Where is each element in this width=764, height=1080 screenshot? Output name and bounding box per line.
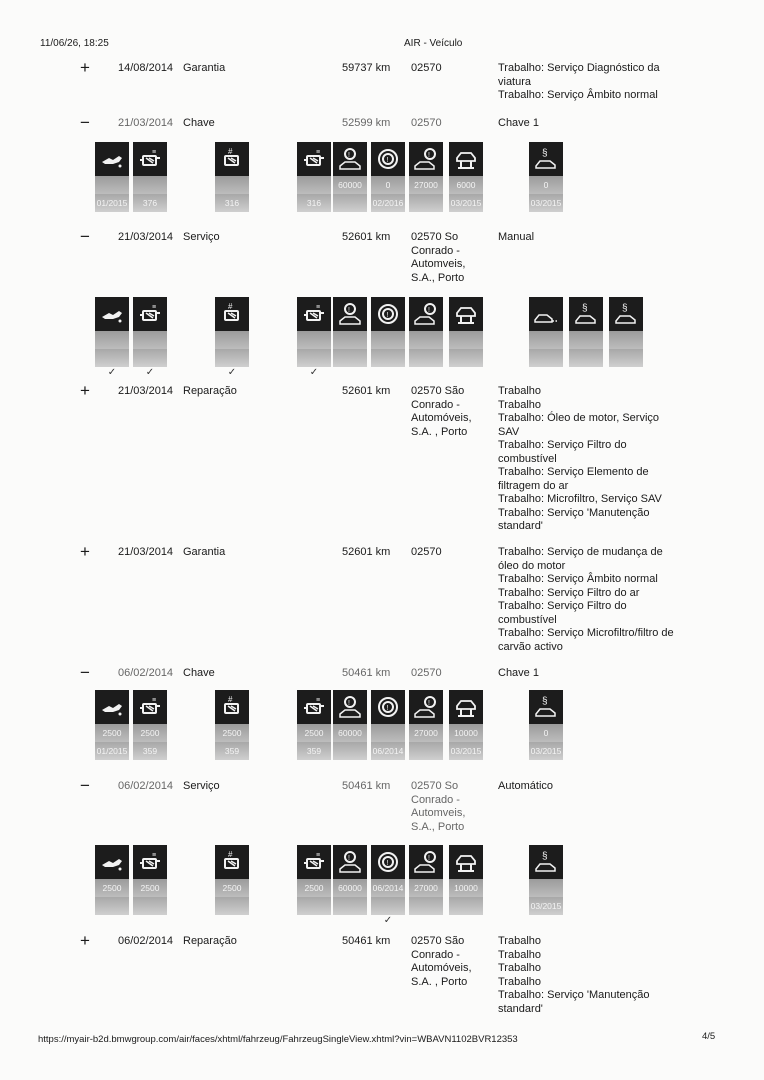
indicator-date <box>333 194 367 212</box>
engine-oil-icon <box>95 690 129 724</box>
service-indicator <box>449 690 483 772</box>
indicator-date <box>215 349 249 367</box>
check-mark <box>449 915 483 927</box>
front-brake-icon <box>333 142 367 176</box>
service-indicator <box>95 845 129 927</box>
brake-fluid-icon <box>371 297 405 331</box>
entry-description: Manual <box>498 231 535 243</box>
expand-toggle[interactable]: + <box>80 931 90 950</box>
check-mark <box>449 760 483 772</box>
svg-text:≡: ≡ <box>316 149 321 156</box>
svg-text:!: ! <box>428 307 430 314</box>
check-mark <box>215 915 249 927</box>
check-mark <box>95 915 129 927</box>
indicator-date <box>95 897 129 915</box>
svg-text:≡: ≡ <box>152 304 157 311</box>
check-mark: ✓ <box>309 367 319 378</box>
service-indicator <box>215 845 249 927</box>
indicator-date: 03/2015 <box>529 194 563 212</box>
inspection-icon <box>569 297 603 331</box>
entry-dealer: 02570 So Conrado - Automveis, S.A., Porto <box>411 780 466 833</box>
entry-description: Chave 1 <box>498 117 539 129</box>
service-indicator <box>529 690 563 772</box>
indicator-date <box>409 349 443 367</box>
footer-url: https://myair-b2d.bmwgroup.com/air/faces/xhtml/fahrzeug/FahrzeugSingleView.xhtml?vin=WBAVN1102BVR12353 <box>38 1034 518 1045</box>
front-brake-icon <box>333 845 367 879</box>
indicator-value: 0 <box>529 724 563 742</box>
entry-description: Trabalho: Serviço de mudança de óleo do motor Trabalho: Serviço Âmbito normal Trabalho: Serviço Filtro do ar Trabalho: Serviço Filtro do combustível Trabalho: Serviço Microfiltro/filtro de carvão activo <box>498 546 674 653</box>
svg-text:#: # <box>228 302 233 311</box>
indicator-date: 03/2015 <box>449 194 483 212</box>
header-timestamp: 11/06/26, 18:25 <box>40 38 109 49</box>
check-mark: ✓ <box>107 367 117 378</box>
entry-description: Automático <box>498 780 554 792</box>
entry-type: Reparação <box>183 935 237 947</box>
check-mark <box>215 760 249 772</box>
icon-row <box>0 845 764 935</box>
service-indicator <box>409 690 443 772</box>
brake-fluid-icon <box>371 142 405 176</box>
indicator-date: 359 <box>133 742 167 760</box>
expand-toggle[interactable]: − <box>80 663 90 682</box>
service-indicator <box>529 142 563 224</box>
svg-text:§: § <box>542 851 548 862</box>
indicator-date <box>297 897 331 915</box>
service-indicator <box>297 690 331 772</box>
indicator-value: 60000 <box>333 176 367 194</box>
entry-dealer: 02570 <box>411 117 442 129</box>
indicator-date: 316 <box>215 194 249 212</box>
entry-description: Chave 1 <box>498 667 539 679</box>
front-brake-icon <box>333 690 367 724</box>
rear-brake-icon <box>409 690 443 724</box>
service-indicator <box>133 142 167 224</box>
check-mark <box>409 915 443 927</box>
indicator-date <box>333 349 367 367</box>
service-indicator <box>371 690 405 772</box>
inspection-icon <box>529 845 563 879</box>
indicator-date <box>297 349 331 367</box>
indicator-date: 06/2014 <box>371 742 405 760</box>
header-title: AIR - Veículo <box>404 38 463 49</box>
vehicle-check-icon <box>449 845 483 879</box>
indicator-value: 2500 <box>215 879 249 897</box>
indicator-date: 03/2015 <box>449 742 483 760</box>
rear-brake-icon <box>409 297 443 331</box>
service-indicator <box>333 142 367 224</box>
entry-dealer: 02570 <box>411 667 442 679</box>
indicator-date <box>529 349 563 367</box>
service-indicator <box>215 142 249 224</box>
svg-text:#: # <box>228 850 233 859</box>
check-mark <box>297 760 331 772</box>
air-filter-icon <box>215 142 249 176</box>
entry-date: 06/02/2014 <box>118 667 174 679</box>
entry-mileage: 50461 km <box>342 780 391 792</box>
indicator-value: 10000 <box>449 724 483 742</box>
entry-dealer: 02570 São Conrado - Automóveis, S.A. , Porto <box>411 935 472 988</box>
check-mark <box>529 367 563 379</box>
fuel-filter-icon <box>133 142 167 176</box>
indicator-date <box>333 897 367 915</box>
indicator-value <box>449 331 483 349</box>
indicator-date <box>409 194 443 212</box>
indicator-value <box>529 879 563 897</box>
indicator-value <box>95 176 129 194</box>
check-mark <box>529 760 563 772</box>
service-indicator <box>371 845 405 927</box>
check-mark <box>297 915 331 927</box>
service-indicator <box>529 845 563 927</box>
expand-toggle[interactable]: − <box>80 113 90 132</box>
expand-toggle[interactable]: − <box>80 776 90 795</box>
check-mark <box>333 915 367 927</box>
rear-brake-icon <box>409 142 443 176</box>
indicator-date <box>133 349 167 367</box>
indicator-date: 316 <box>297 194 331 212</box>
service-indicator <box>95 297 129 379</box>
entry-mileage: 52599 km <box>342 117 391 129</box>
entry-dealer: 02570 <box>411 62 442 74</box>
indicator-date <box>371 349 405 367</box>
service-indicator <box>133 297 167 379</box>
svg-text:§: § <box>542 148 548 159</box>
service-indicator <box>297 142 331 224</box>
indicator-value <box>215 331 249 349</box>
indicator-value: 27000 <box>409 879 443 897</box>
check-mark <box>333 212 367 224</box>
icon-row <box>0 142 764 232</box>
service-indicator <box>371 297 405 379</box>
indicator-value <box>95 331 129 349</box>
fuel-filter-icon <box>297 297 331 331</box>
service-indicator <box>333 690 367 772</box>
inspection-icon <box>529 690 563 724</box>
svg-text:≡: ≡ <box>152 852 157 859</box>
svg-text:#: # <box>228 147 233 156</box>
expand-toggle[interactable]: + <box>80 542 90 561</box>
indicator-date: 01/2015 <box>95 194 129 212</box>
fuel-filter-icon <box>133 690 167 724</box>
air-filter-icon <box>215 690 249 724</box>
service-indicator <box>297 845 331 927</box>
svg-text:§: § <box>542 696 548 707</box>
check-mark <box>333 760 367 772</box>
rear-brake-icon <box>409 845 443 879</box>
svg-text:≡: ≡ <box>316 852 321 859</box>
service-indicator <box>529 297 563 379</box>
expand-toggle[interactable]: + <box>80 381 90 400</box>
indicator-value: 60000 <box>333 724 367 742</box>
indicator-date: 01/2015 <box>95 742 129 760</box>
svg-text:§: § <box>582 303 588 314</box>
check-mark <box>297 212 331 224</box>
service-indicator <box>409 142 443 224</box>
svg-text:≡: ≡ <box>152 149 157 156</box>
entry-type: Garantia <box>183 62 226 74</box>
brake-fluid-icon <box>371 845 405 879</box>
service-indicator <box>297 297 331 379</box>
indicator-value <box>333 331 367 349</box>
entry-type: Garantia <box>183 546 226 558</box>
entry-mileage: 52601 km <box>342 385 391 397</box>
svg-text:≡: ≡ <box>152 697 157 704</box>
svg-text:≡: ≡ <box>316 304 321 311</box>
svg-text:!: ! <box>386 705 389 712</box>
service-indicator <box>449 142 483 224</box>
service-indicator <box>133 690 167 772</box>
indicator-date <box>95 349 129 367</box>
indicator-date <box>449 897 483 915</box>
entry-date: 21/03/2014 <box>118 231 174 243</box>
check-mark <box>409 367 443 379</box>
service-indicator <box>215 690 249 772</box>
icon-row <box>0 690 764 780</box>
check-mark: ✓ <box>383 915 393 926</box>
fuel-filter-icon <box>133 297 167 331</box>
inspection-icon <box>609 297 643 331</box>
indicator-value: 2500 <box>133 879 167 897</box>
entry-type: Reparação <box>183 385 237 397</box>
indicator-date: 02/2016 <box>371 194 405 212</box>
svg-text:!: ! <box>428 855 430 862</box>
entry-dealer: 02570 <box>411 546 442 558</box>
service-indicator <box>333 297 367 379</box>
service-indicator <box>333 845 367 927</box>
check-mark <box>333 367 367 379</box>
indicator-value <box>133 176 167 194</box>
entry-date: 21/03/2014 <box>118 385 174 397</box>
svg-text:!: ! <box>348 700 350 707</box>
check-mark <box>529 212 563 224</box>
service-indicator <box>95 142 129 224</box>
indicator-date: 359 <box>297 742 331 760</box>
indicator-date <box>133 897 167 915</box>
indicator-value: 0 <box>529 176 563 194</box>
air-filter-icon <box>215 845 249 879</box>
service-indicator <box>609 297 643 379</box>
air-filter-icon <box>215 297 249 331</box>
indicator-value: 0 <box>371 176 405 194</box>
check-mark: ✓ <box>145 367 155 378</box>
svg-text:!: ! <box>348 152 350 159</box>
engine-oil-icon <box>95 297 129 331</box>
indicator-value <box>371 331 405 349</box>
indicator-date: 359 <box>215 742 249 760</box>
service-indicator <box>95 690 129 772</box>
check-mark <box>529 915 563 927</box>
check-mark: ✓ <box>227 367 237 378</box>
fuel-filter-icon <box>133 845 167 879</box>
entry-type: Serviço <box>183 231 220 243</box>
service-indicator <box>409 297 443 379</box>
indicator-value <box>133 331 167 349</box>
indicator-value: 06/2014 <box>371 879 405 897</box>
entry-mileage: 52601 km <box>342 546 391 558</box>
brake-fluid-icon <box>371 690 405 724</box>
engine-oil-icon <box>95 142 129 176</box>
entry-type: Chave <box>183 117 215 129</box>
page-number: 4/5 <box>702 1031 716 1042</box>
indicator-value: 2500 <box>95 879 129 897</box>
icon-row <box>0 297 764 387</box>
entry-mileage: 59737 km <box>342 62 391 74</box>
indicator-value <box>409 331 443 349</box>
indicator-value: 2500 <box>215 724 249 742</box>
check-mark <box>409 760 443 772</box>
entry-mileage: 50461 km <box>342 935 391 947</box>
indicator-value <box>609 331 643 349</box>
entry-dealer: 02570 So Conrado - Automveis, S.A., Porto <box>411 231 466 284</box>
front-brake-icon <box>333 297 367 331</box>
indicator-date: 376 <box>133 194 167 212</box>
expand-toggle[interactable]: − <box>80 227 90 246</box>
check-mark <box>133 212 167 224</box>
vehicle-check-icon <box>449 297 483 331</box>
svg-text:!: ! <box>348 307 350 314</box>
service-indicator <box>371 142 405 224</box>
service-indicator <box>409 845 443 927</box>
indicator-date <box>333 742 367 760</box>
entry-dealer: 02570 São Conrado - Automóveis, S.A. , Porto <box>411 385 472 438</box>
entry-date: 21/03/2014 <box>118 546 174 558</box>
entry-mileage: 52601 km <box>342 231 391 243</box>
service-indicator <box>133 845 167 927</box>
indicator-date <box>409 897 443 915</box>
check-mark <box>215 212 249 224</box>
indicator-value: 2500 <box>133 724 167 742</box>
service-indicator <box>449 297 483 379</box>
check-mark <box>133 760 167 772</box>
indicator-value: 2500 <box>297 879 331 897</box>
indicator-date: 03/2015 <box>529 742 563 760</box>
indicator-date <box>371 897 405 915</box>
svg-text:#: # <box>228 695 233 704</box>
svg-text:!: ! <box>386 157 389 164</box>
indicator-date: 03/2015 <box>529 897 563 915</box>
entry-mileage: 50461 km <box>342 667 391 679</box>
indicator-value: 27000 <box>409 724 443 742</box>
svg-text:!: ! <box>348 855 350 862</box>
indicator-value: 2500 <box>95 724 129 742</box>
indicator-date <box>215 897 249 915</box>
fuel-filter-icon <box>297 845 331 879</box>
svg-text:!: ! <box>428 700 430 707</box>
svg-text:!: ! <box>386 860 389 867</box>
indicator-date <box>449 349 483 367</box>
entry-date: 06/02/2014 <box>118 780 174 792</box>
entry-description: Trabalho Trabalho Trabalho Trabalho Trabalho: Serviço 'Manutenção standard' <box>498 935 650 1015</box>
svg-text:!: ! <box>386 312 389 319</box>
entry-description: Trabalho: Serviço Diagnóstico da viatura Trabalho: Serviço Âmbito normal <box>498 62 660 101</box>
check-mark <box>133 915 167 927</box>
service-indicator <box>449 845 483 927</box>
vehicle-check-icon <box>449 690 483 724</box>
indicator-date <box>569 349 603 367</box>
indicator-value: 6000 <box>449 176 483 194</box>
indicator-date <box>409 742 443 760</box>
fuel-filter-icon <box>297 142 331 176</box>
entry-type: Chave <box>183 667 215 679</box>
check-mark <box>95 212 129 224</box>
vehicle-check-icon <box>449 142 483 176</box>
engine-oil-icon <box>95 845 129 879</box>
indicator-value: 10000 <box>449 879 483 897</box>
service-indicator <box>215 297 249 379</box>
indicator-value <box>297 331 331 349</box>
indicator-date <box>609 349 643 367</box>
entry-date: 21/03/2014 <box>118 117 174 129</box>
entry-date: 14/08/2014 <box>118 62 174 74</box>
service-indicator <box>569 297 603 379</box>
entry-type: Serviço <box>183 780 220 792</box>
check-mark <box>569 367 603 379</box>
check-mark <box>371 760 405 772</box>
indicator-value <box>371 724 405 742</box>
check-mark <box>371 212 405 224</box>
entry-description: Trabalho Trabalho Trabalho: Óleo de motor, Serviço SAV Trabalho: Serviço Filtro do combustível Trabalho: Serviço Elemento de filtragem do ar Trabalho: Microfiltro, Serviço SAV Trabalho: Serviço 'Manutenção standard' <box>498 385 662 532</box>
fuel-filter-icon <box>297 690 331 724</box>
check-mark <box>95 760 129 772</box>
entry-date: 06/02/2014 <box>118 935 174 947</box>
indicator-value: 2500 <box>297 724 331 742</box>
indicator-value <box>297 176 331 194</box>
indicator-value <box>529 331 563 349</box>
indicator-value: 27000 <box>409 176 443 194</box>
check-mark <box>449 212 483 224</box>
expand-toggle[interactable]: + <box>80 58 90 77</box>
indicator-value <box>569 331 603 349</box>
svg-text:§: § <box>622 303 628 314</box>
inspection-icon <box>529 142 563 176</box>
svg-text:!: ! <box>428 152 430 159</box>
check-mark <box>609 367 643 379</box>
indicator-value: 60000 <box>333 879 367 897</box>
indicator-value <box>215 176 249 194</box>
check-mark <box>449 367 483 379</box>
check-mark <box>409 212 443 224</box>
inspection-exhaust-icon <box>529 297 563 331</box>
check-mark <box>371 367 405 379</box>
svg-text:≡: ≡ <box>316 697 321 704</box>
